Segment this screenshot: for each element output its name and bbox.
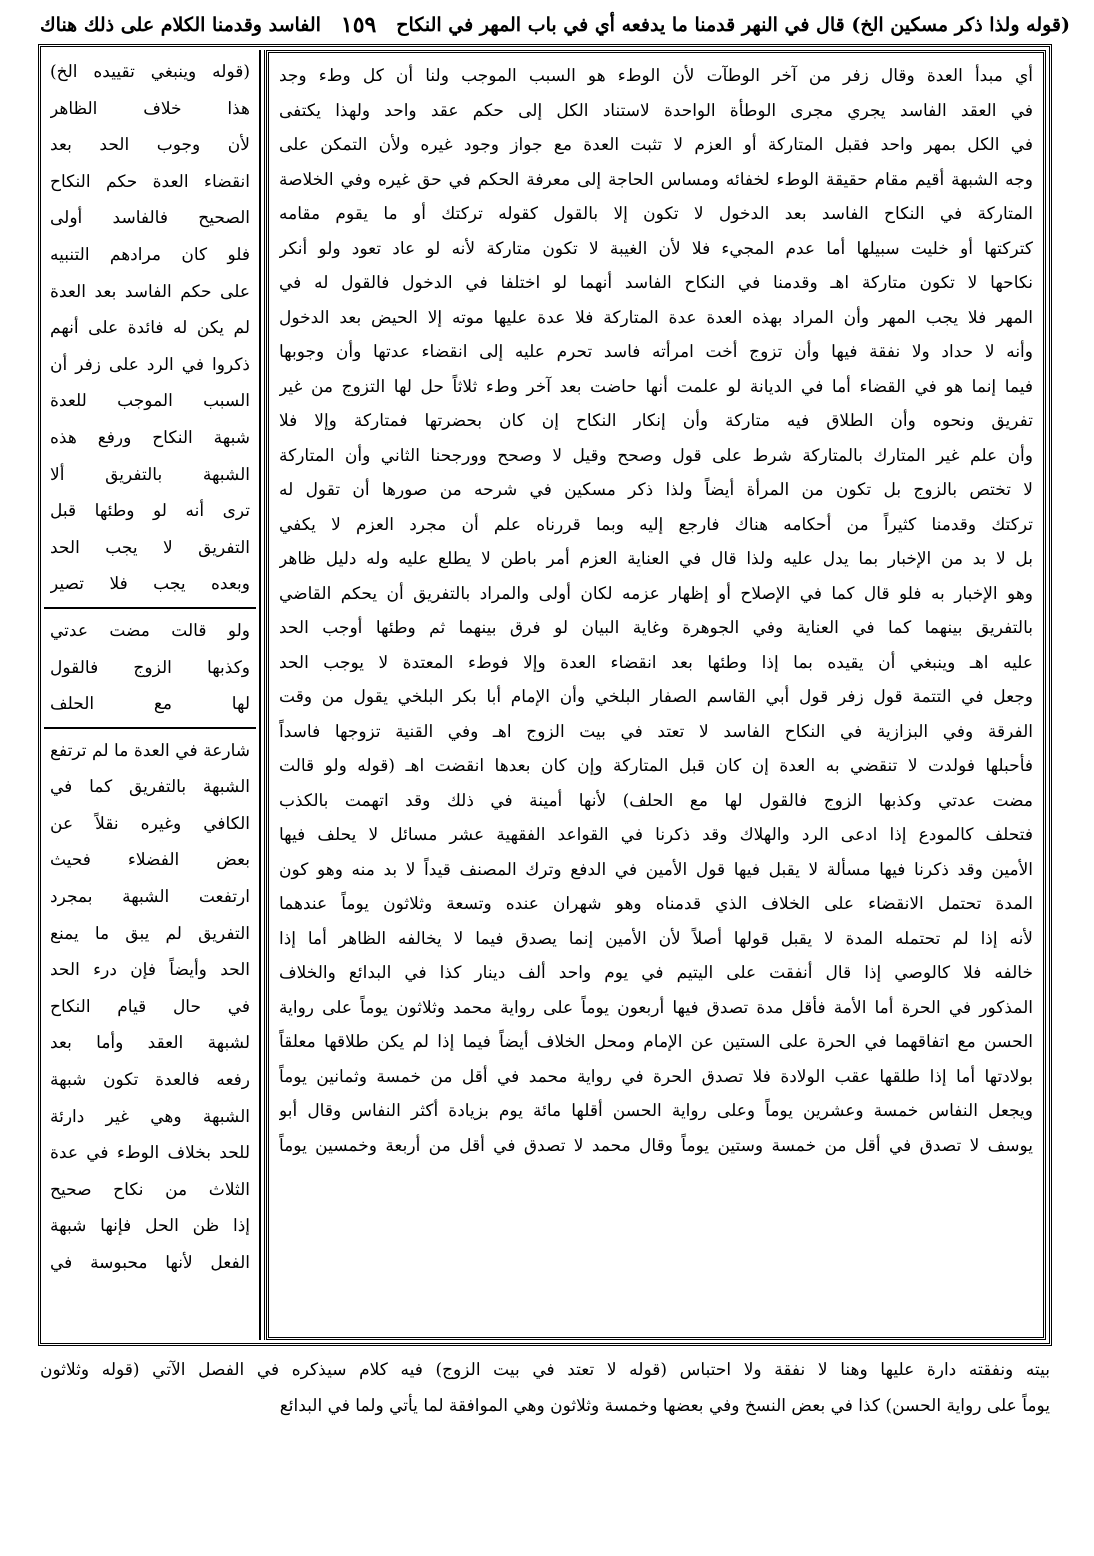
main-text-line: لأنه إذا لم تحتمله المدة لا يقبل قولها أصلاً لأن الأمين إنما يصدق فيما لا يخالفه الظاهر أما إذا	[279, 928, 1033, 949]
margin-note-line: هذا خلاف الظاهر	[50, 98, 250, 119]
margin-note-line: فلو كان مرادهم التنبيه	[50, 244, 250, 265]
main-text-line: وجعل في التتمة قول زفر قول أبي القاسم الصفار البلخي وأن الإمام أبا بكر البلخي يقول من وقت	[279, 687, 1033, 707]
main-text-line: وأن علم غير المتارك بالمتاركة شرط على قول وصحح وقيل لا وصحح وورجحنا الثاني وأن المتاركة	[279, 445, 1033, 466]
margin-note-line: إذا ظن الحل فإنها شبهة	[50, 1216, 250, 1237]
margin-note-line: بعض الفضلاء فحيث	[50, 850, 250, 871]
main-text-line: في العقد الفاسد يجري مجرى الوطأة الواحدة لاستناد الكل إلى حكم عقد واحد ولهذا يكتفى	[279, 100, 1033, 121]
margin-note-line: ارتفعت الشبهة بمجرد	[50, 887, 250, 908]
main-text-line: أي مبدأ العدة وقال زفر من آخر الوطآت لأن الوطء هو السبب الموجب ولنا أن كل وطء وجد	[279, 66, 1033, 86]
main-text-line: المتاركة في النكاح الفاسد بعد الدخول لا تكون إلا بالقول كقوله تركتك أو ما يقوم مقامه	[279, 204, 1033, 224]
main-text-line: مضت عدتي وكذبها الزوج فالقول لها مع الحلف) لأنها أمينة في ذلك وقد اتهمت بالكذب	[279, 790, 1033, 811]
margin-note-line: في حال قيام النكاح	[50, 996, 250, 1017]
margin-note-line: لم يكن له فائدة على أنهم	[50, 318, 250, 339]
margin-note-line: لشبهة العقد وأما بعد	[50, 1033, 250, 1054]
header-left-text: الفاسد وقدمنا الكلام على ذلك هناك	[40, 14, 321, 36]
page-number: ١٥٩	[340, 12, 377, 38]
main-text-line: بل لا بد من الإخبار بما يدل عليه ولذا قال في العناية العزم أمر باطن لا يطلع عليه وله دليل ظاهر	[279, 549, 1033, 569]
margin-note-line: رفعه فالعدة تكون شبهة	[50, 1070, 250, 1091]
margin-note-line: الثلاث من نكاح صحيح	[50, 1179, 250, 1200]
main-text-line: المدة تحتمل الانقضاء على الخلاف الذي قدمناه وهو شهران عنده وتسعة وثلاثون يوماً عندهما	[279, 894, 1033, 914]
margin-note-line: الشبهة بالتفريق ألا	[50, 464, 250, 485]
page-header	[40, 8, 1070, 42]
main-text-line: وهو الإخبار به فلو قال كما في الإصلاح أو إظهار عزمه لكان أولى والمراد بالتفريق أن يحكم القاضي	[279, 583, 1033, 604]
margin-note-line: الشبهة بالتفريق كما في	[50, 777, 250, 798]
margin-note-line: على حكم الفاسد بعد العدة	[50, 281, 250, 302]
margin-note-block	[44, 607, 256, 727]
margin-note-line: لها مع الحلف	[50, 694, 250, 715]
margin-note-line: الشبهة وهي غير دارئة	[50, 1106, 250, 1127]
main-text-line: في الكل بمهر واحد فقبل المتاركة أو العزم لا تثبت العدة مع جواز وجود غيره ولأن التمكن على	[279, 135, 1033, 155]
margin-note-line: شارعة في العدة ما لم ترتفع	[50, 740, 250, 761]
margin-note-line: (قوله وينبغي تقييده الخ)	[50, 62, 250, 82]
margin-note-line: الفعل لأنها محبوسة في	[50, 1253, 250, 1273]
main-text-frame	[266, 50, 1046, 1340]
footer-text-line: يوماً على رواية الحسن) كذا في بعض النسخ وفي بعضها وخمسة وثلاثون وهي الموافقة لما يأتي ولما في البدائع	[279, 1396, 1050, 1416]
main-text-line: خالفه فلا كالوصي إذا قال أنفقت على اليتيم في يوم واحد ألف دينار كذا في البدائع والخلاف	[279, 963, 1033, 983]
main-text-line: الفرقة وفي البزازية في النكاح الفاسد لا تعتد في بيت الزوج اهـ وفي القنية تزوجها فاسداً	[279, 721, 1033, 742]
main-text-line: فيما إنما هو في القضاء أما في الديانة لو علمت أنها حاضت بعد آخر وطء ثلاثاً حل لها التزوج من غير	[279, 376, 1033, 397]
main-text-line: تفريق ونحوه وأن الطلاق فيه متاركة وأن إنكار النكاح إن كان بحضرتها فمتاركة وإلا فلا	[279, 411, 1033, 431]
margin-note-line: التفريق لم يبق ما يمنع	[50, 923, 250, 944]
margin-note-line: ولو قالت مضت عدتي	[50, 620, 250, 641]
main-text-line: يوسف لا تصدق في أقل من خمسة وستين يوماً وقال محمد لا تصدق في أقل من أربعة وخمسين يوماً	[279, 1135, 1033, 1156]
margin-commentary-column	[44, 50, 256, 1340]
margin-note-line: ذكروا في الرد على زفر أن	[50, 354, 250, 375]
margin-note-line: السبب الموجب للعدة	[50, 391, 250, 412]
margin-note-line: الكافي وغيره نقلاً عن	[50, 813, 250, 834]
margin-note-line: للحد بخلاف الوطء في عدة	[50, 1143, 250, 1164]
main-text-column	[269, 53, 1043, 1169]
main-text-line: عليه اهـ وينبغي أن يقيده بما إذا وطئها بعد انقضاء العدة وإلا فوطء المعتدة لا يوجب الحد	[279, 652, 1033, 673]
main-text-line: وأنه لا حداد ولا نفقة فيها وأن تزوج أخت امرأته فاسد تحرم عليه إلى انقضاء عدتها وأن وجوبها	[279, 342, 1033, 362]
column-divider	[259, 50, 265, 1340]
margin-note-line: الصحيح فالفاسد أولى	[50, 208, 250, 229]
margin-note-line: شبهة النكاح ورفع هذه	[50, 427, 250, 448]
margin-note-line: وكذبها الزوج فالقول	[50, 657, 250, 678]
main-text-line: الحسن مع اتفاقهما في الحرة على الستين عن الإمام ومحل الخلاف أيضاً فيما إذا لم يكن طلاقها معلقاً	[279, 1032, 1033, 1052]
main-text-line: نكاحها لا تكون متاركة اهـ وقدمنا في النكاح الفاسد أنهما لو اختلفا في الدخول فالقول له في	[279, 273, 1033, 293]
main-text-line: الأمين وقد ذكرنا فيها مسألة لا يقبل فيها قول الأمين في الدفع وترك المصنف قيداً لا بد منه وهو كون	[279, 859, 1033, 880]
main-text-line: لا تختص بالزوج بل تكون من المرأة أيضاً ولذا ذكر مسكين في شرحه من صورها أن تقول له	[279, 480, 1033, 500]
footer-text-line: بيته ونفقته دارة عليها وهنا لا نفقة ولا احتباس (قوله لا تعتد في بيت الزوج) فيه كلام سيذكره في الفصل الآتي (قوله وثلاثون	[40, 1360, 1050, 1380]
main-text-line: وجه الشبهة أقيم مقام حقيقة الوطء لخفائه ومساس الحاجة إلى معرفة الحكم في حق غيره وفي الخلاصة	[279, 169, 1033, 190]
margin-note-block	[44, 727, 256, 1286]
header-right-text: (قوله ولذا ذكر مسكين الخ) قال في النهر قدمنا ما يدفعه أي في باب المهر في النكاح	[396, 14, 1070, 36]
main-text-line: بولادتها أما إذا طلقها عقب الولادة فلا تصدق الحرة في رواية محمد في أقل من خمسة وثمانين يوماً	[279, 1066, 1033, 1087]
margin-note-line: الحد وأيضاً فإن درء الحد	[50, 960, 250, 981]
main-text-line: فأحبلها فولدت لا تنقضي به العدة إن كان قبل المتاركة وإن كان بعدها انقضت اهـ (قوله ولو قالت	[279, 756, 1033, 776]
main-text-line: ويجعل النفاس خمسة وعشرين يوماً وعلى رواية الحسن أقلها مائة يوم بزيادة أكثر النفاس وقال أبو	[279, 1101, 1033, 1121]
margin-note-line: لأن وجوب الحد بعد	[50, 135, 250, 156]
margin-note-line: وبعده يجب فلا تصير	[50, 574, 250, 595]
margin-note-line: ترى أنه لو وطئها قبل	[50, 501, 250, 522]
margin-note-line: التفريق لا يجب الحد	[50, 537, 250, 558]
main-text-line: كتركتها أو خليت سبيلها أما عدم المجيء فلا لأن الغيبة لا تكون متاركة لأنه لو عاد تعود ولو أنكر	[279, 238, 1033, 259]
main-text-line: فتحلف كالمودع إذا ادعى الرد والهلاك وقد ذكرنا في القواعد الفقهية عشر مسائل لا يحلف فيها	[279, 825, 1033, 845]
margin-note-block	[44, 50, 256, 607]
main-text-line: المهر فلا يجب المهر وأن المراد بهذه العدة عدة المتاركة فلا عدة عليها موته إلا الحيض بعد الدخول	[279, 307, 1033, 328]
main-text-line: تركتك وقدمنا كثيراً من أحكامه هناك فارجع إليه وبما قررناه علم أن مجرد العزم لا يكفي	[279, 514, 1033, 535]
footer-text	[40, 1352, 1050, 1424]
margin-note-line: انقضاء العدة حكم النكاح	[50, 171, 250, 192]
main-text-line: المذكور في الحرة أما الأمة فأقل مدة تصدق فيها أربعون يوماً على رواية محمد وثلاثون يوماً على رواية	[279, 997, 1033, 1018]
main-text-line: بالتفريق بينهما كما في العناية وفي الجوهرة وغاية البيان لو فرق بينهما ثم وطئها أوجب الحد	[279, 618, 1033, 638]
